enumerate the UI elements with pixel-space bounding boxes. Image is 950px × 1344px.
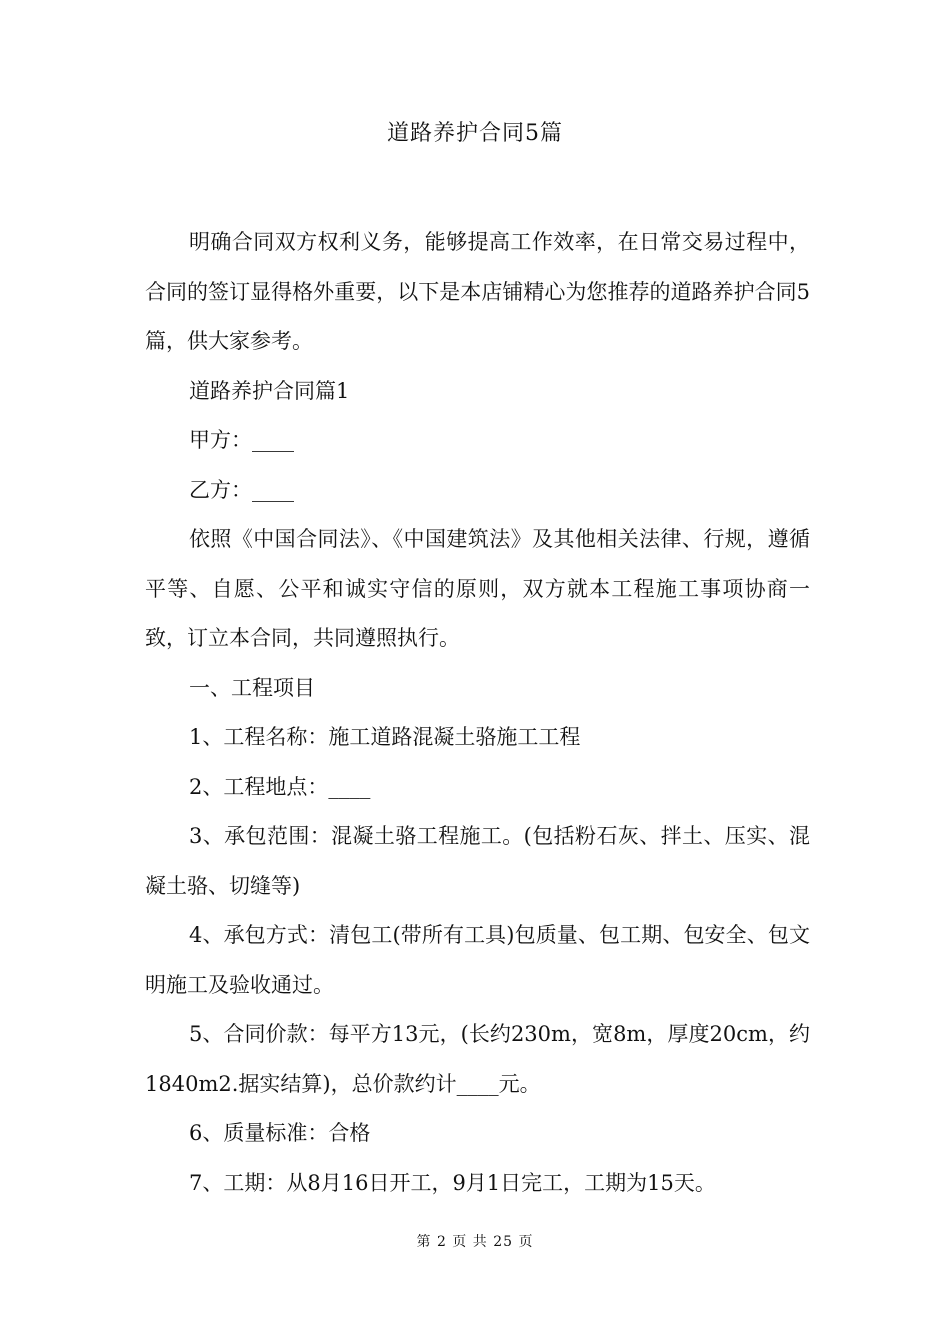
paragraph-item-heading: 一、工程项目: [189, 675, 315, 700]
paragraph-legal-basis: 依照《中国合同法》、《中国建筑法》及其他相关法律、行规，遵循平等、自愿、公平和诚实守信的原则，双方就本工程施工事项协商一致，订立本合同，共同遵照执行。: [145, 527, 810, 650]
paragraph-intro: 明确合同双方权利义务，能够提高工作效率，在日常交易过程中，合同的签订显得格外重要，以下是本店铺精心为您推荐的道路养护合同5篇，供大家参考。: [145, 230, 810, 353]
page-footer: 第 2 页 共 25 页: [416, 1234, 534, 1250]
paragraph-party-a: 甲方：____: [189, 428, 294, 452]
paragraph-contract-price: 5、合同价款：每平方13元，(长约230m，宽8m，厚度20cm，约1840m2.据实结算)，总价款约计____元。: [145, 1022, 810, 1096]
paragraph-project-location: 2、工程地点：____: [189, 774, 371, 799]
paragraph-quality-standard: 6、质量标准：合格: [189, 1121, 371, 1145]
paragraph-project-name: 1、工程名称：施工道路混凝土骆施工工程: [189, 725, 581, 749]
document-body: [145, 218, 810, 1208]
paragraph-section-heading: 道路养护合同篇1: [189, 378, 350, 403]
paragraph-contract-method: 4、承包方式：清包工(带所有工具)包质量、包工期、包安全、包文明施工及验收通过。: [145, 923, 810, 997]
paragraph-party-b: 乙方：____: [189, 477, 294, 502]
document-title: 道路养护合同5篇: [387, 121, 563, 146]
paragraph-schedule: 7、工期：从8月16日开工，9月1日完工，工期为15天。: [189, 1170, 716, 1195]
paragraph-contract-scope: 3、承包范围：混凝土骆工程施工。(包括粉石灰、拌土、压实、混凝土骆、切缝等): [145, 824, 810, 898]
